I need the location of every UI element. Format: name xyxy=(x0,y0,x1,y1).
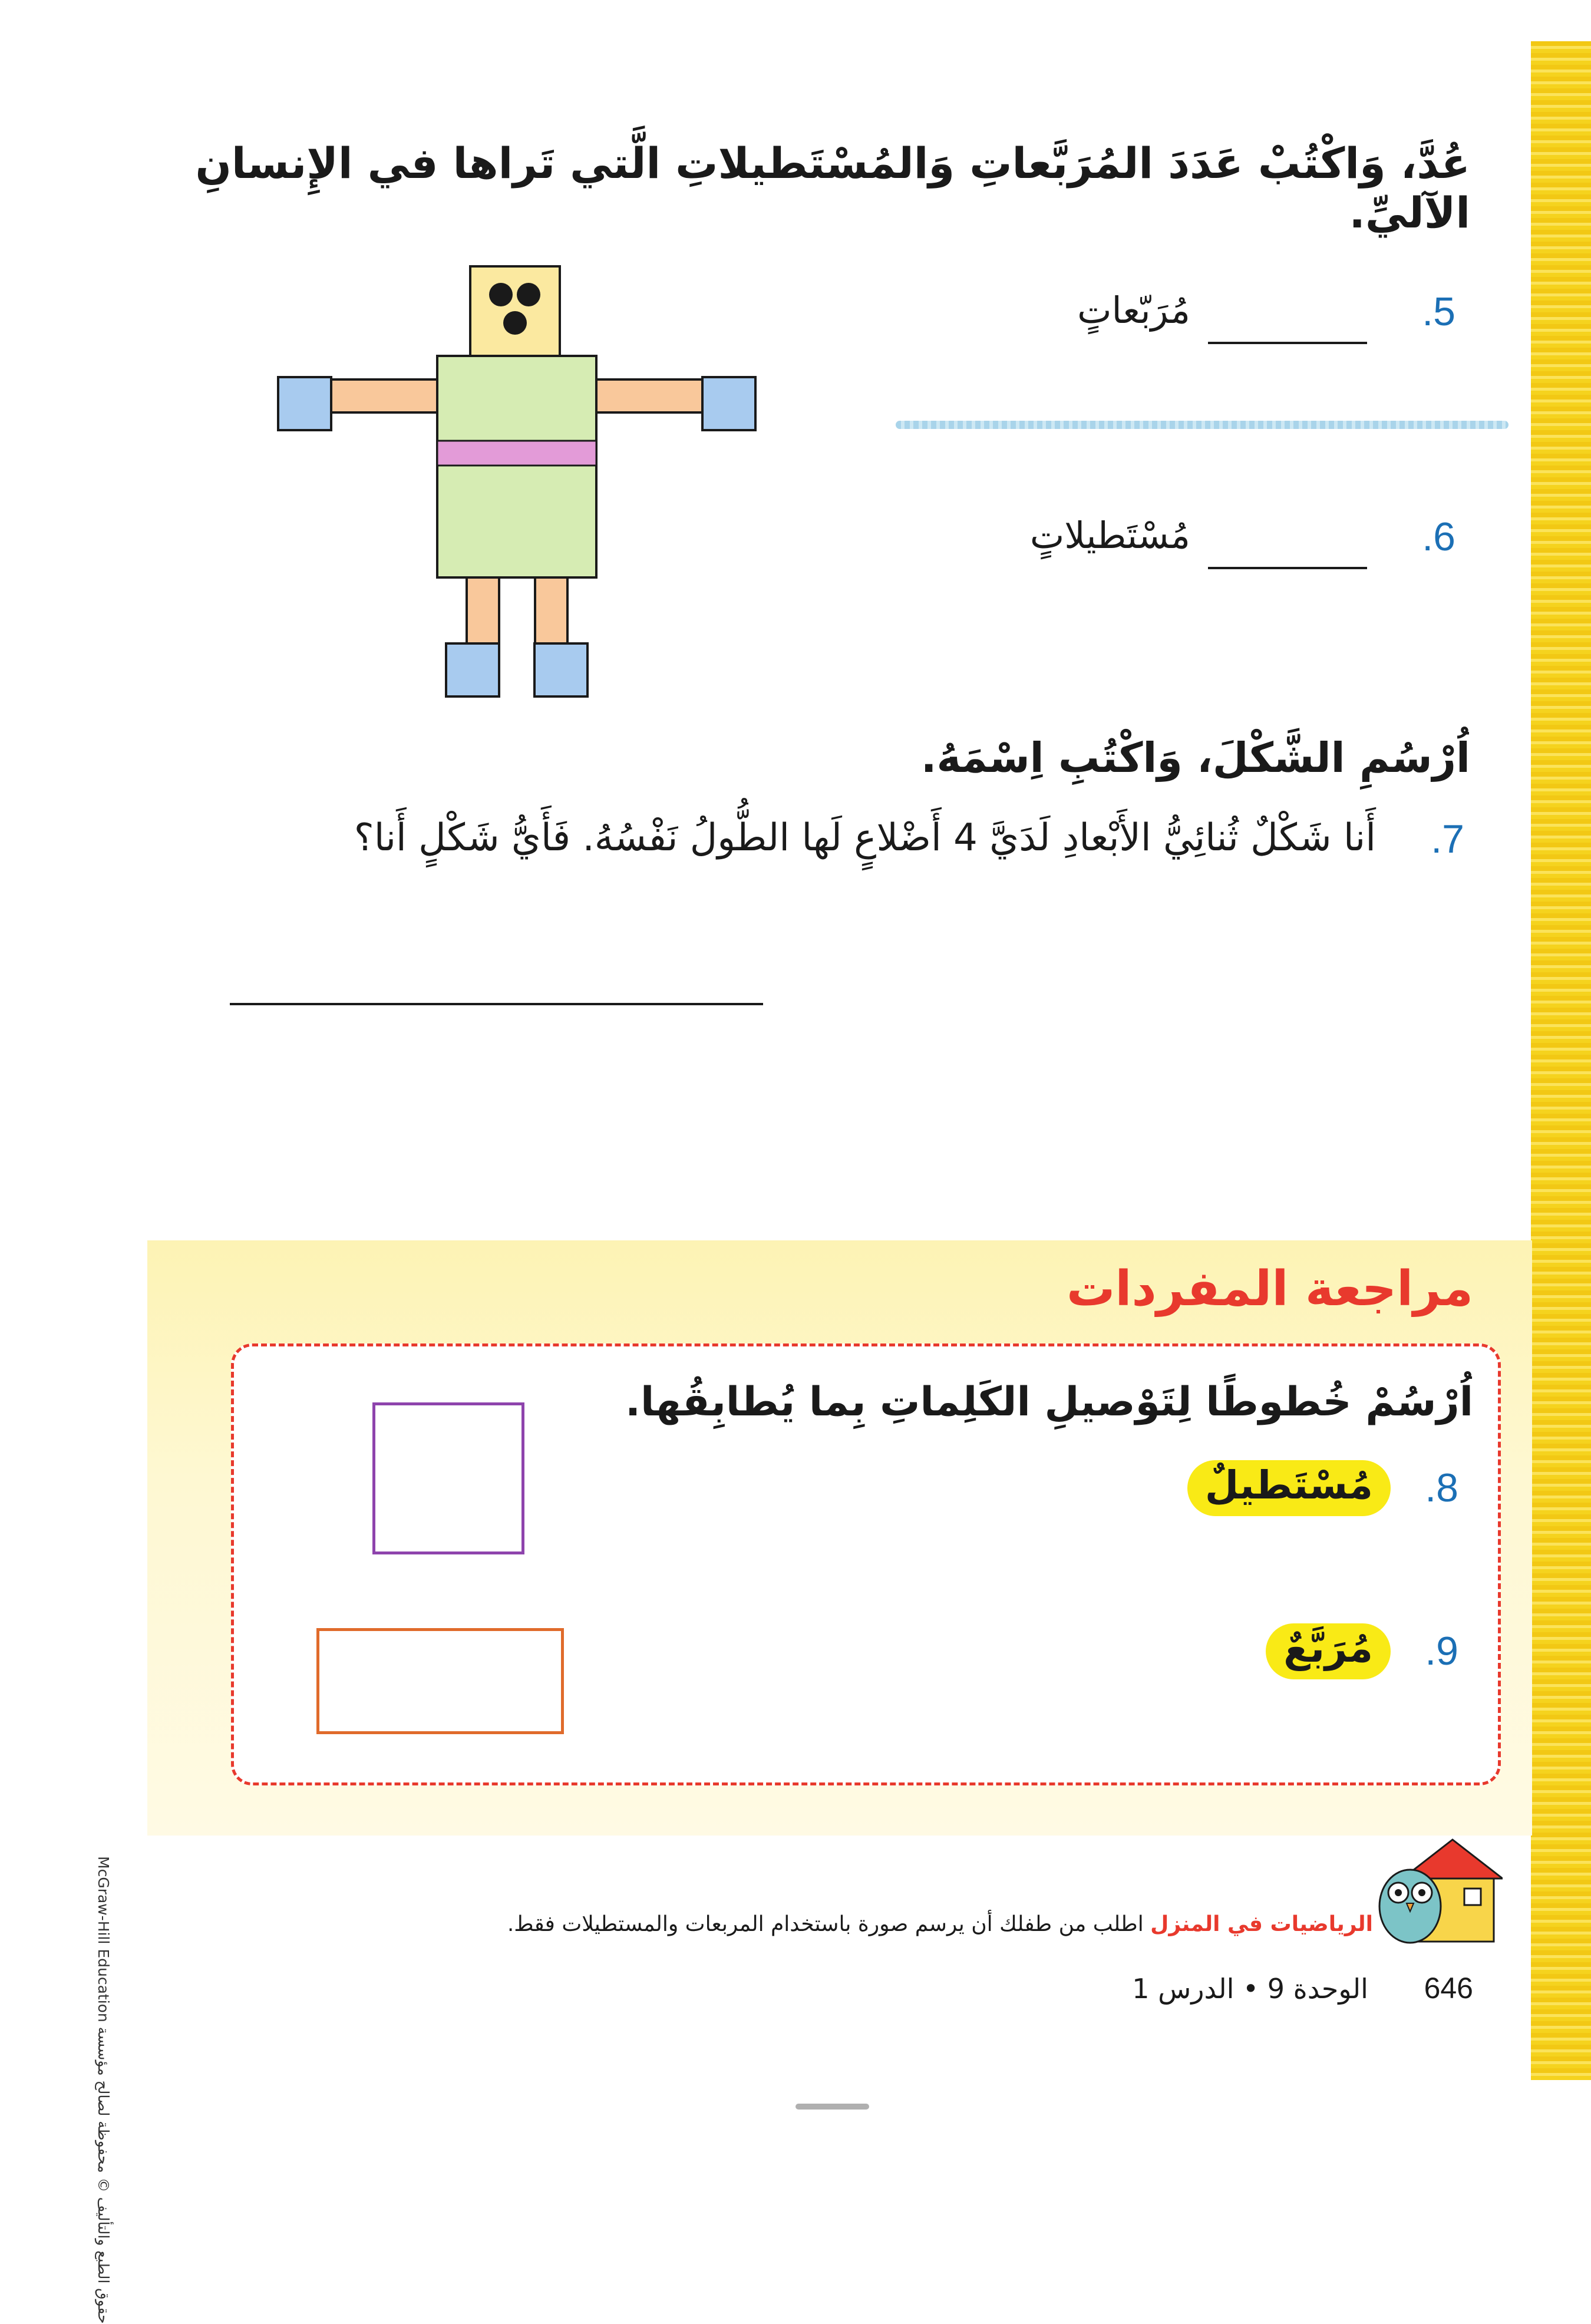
answer-blank[interactable] xyxy=(1208,342,1367,344)
robot-belt xyxy=(437,441,596,466)
vocab-review-title: مراجعة المفردات xyxy=(1066,1261,1473,1317)
question-text: أَنا شَكْلٌ ثُنائِيُّ الأَبْعادِ لَدَيَّ 4 أَضْلاعٍ لَها الطُّولُ نَفْسُهُ. فَأَيُّ شَكْلٍ أَنا؟ xyxy=(354,816,1376,860)
copyright-credit: حقوق الطبع والتأليف © محفوظة لصالح مؤسسة McGraw-Hill Education xyxy=(95,1856,112,2324)
vocab-word[interactable]: مُسْتَطيلٌ xyxy=(1187,1460,1391,1516)
question-6 xyxy=(925,514,1455,585)
rectangle-shape[interactable] xyxy=(316,1628,564,1734)
question-label: مُسْتَطيلاتٍ xyxy=(1029,514,1190,557)
question-5 xyxy=(925,289,1455,359)
robot-left-arm xyxy=(330,379,448,412)
robot-left-leg xyxy=(467,577,499,645)
question-7 xyxy=(168,816,1464,875)
square-shape[interactable] xyxy=(372,1402,524,1554)
robot-right-leg xyxy=(535,577,567,645)
owl-house-icon xyxy=(1376,1833,1503,1945)
answer-blank[interactable] xyxy=(1208,567,1367,569)
vocab-item-rectangle xyxy=(1046,1460,1458,1525)
question-number: 6. xyxy=(1422,514,1455,559)
answer-line[interactable] xyxy=(230,1003,763,1005)
unit-lesson: الوحدة 9 • الدرس 1 xyxy=(1132,1973,1368,2005)
question-number: 9. xyxy=(1425,1629,1458,1673)
robot-illustration xyxy=(271,259,772,713)
robot-right-arm xyxy=(595,379,713,412)
home-math-note xyxy=(507,1912,1373,1936)
robot-body xyxy=(437,356,596,577)
robot-right-foot xyxy=(534,643,587,696)
page-footer xyxy=(1132,1971,1473,2005)
home-note-label: الرياضيات في المنزل xyxy=(1150,1912,1373,1936)
robot-eye xyxy=(489,283,513,306)
count-instruction-heading: عُدَّ، وَاكْتُبْ عَدَدَ المُرَبَّعاتِ وَالمُسْتَطيلاتِ الَّتي تَراها في الإِنسانِ الآليِّ. xyxy=(195,138,1470,237)
question-number: 8. xyxy=(1425,1465,1458,1510)
robot-mouth xyxy=(503,311,527,335)
robot-left-hand xyxy=(278,377,331,430)
question-label: مُرَبّعاتٍ xyxy=(1077,289,1190,332)
vocab-item-square xyxy=(1046,1623,1458,1688)
divider xyxy=(896,421,1509,429)
vocab-instruction: اُرْسُمْ خُطوطًا لِتَوْصيلِ الكَلِماتِ بِما يُطابِقُها. xyxy=(625,1379,1473,1425)
page-edge-strip xyxy=(1531,41,1591,2080)
question-number: 7. xyxy=(1431,817,1464,861)
robot-eye xyxy=(517,283,540,306)
page-number: 646 xyxy=(1424,1972,1473,2005)
draw-instruction-heading: اُرْسُمِ الشَّكْلَ، وَاكْتُبِ اِسْمَهُ. xyxy=(920,734,1470,782)
robot-right-hand xyxy=(702,377,755,430)
vocab-word[interactable]: مُرَبَّعٌ xyxy=(1266,1623,1391,1679)
robot-left-foot xyxy=(446,643,499,696)
home-indicator[interactable] xyxy=(796,2104,869,2110)
question-number: 5. xyxy=(1422,289,1455,334)
home-note-text: اطلب من طفلك أن يرسم صورة باستخدام المربعات والمستطيلات فقط. xyxy=(507,1912,1144,1936)
